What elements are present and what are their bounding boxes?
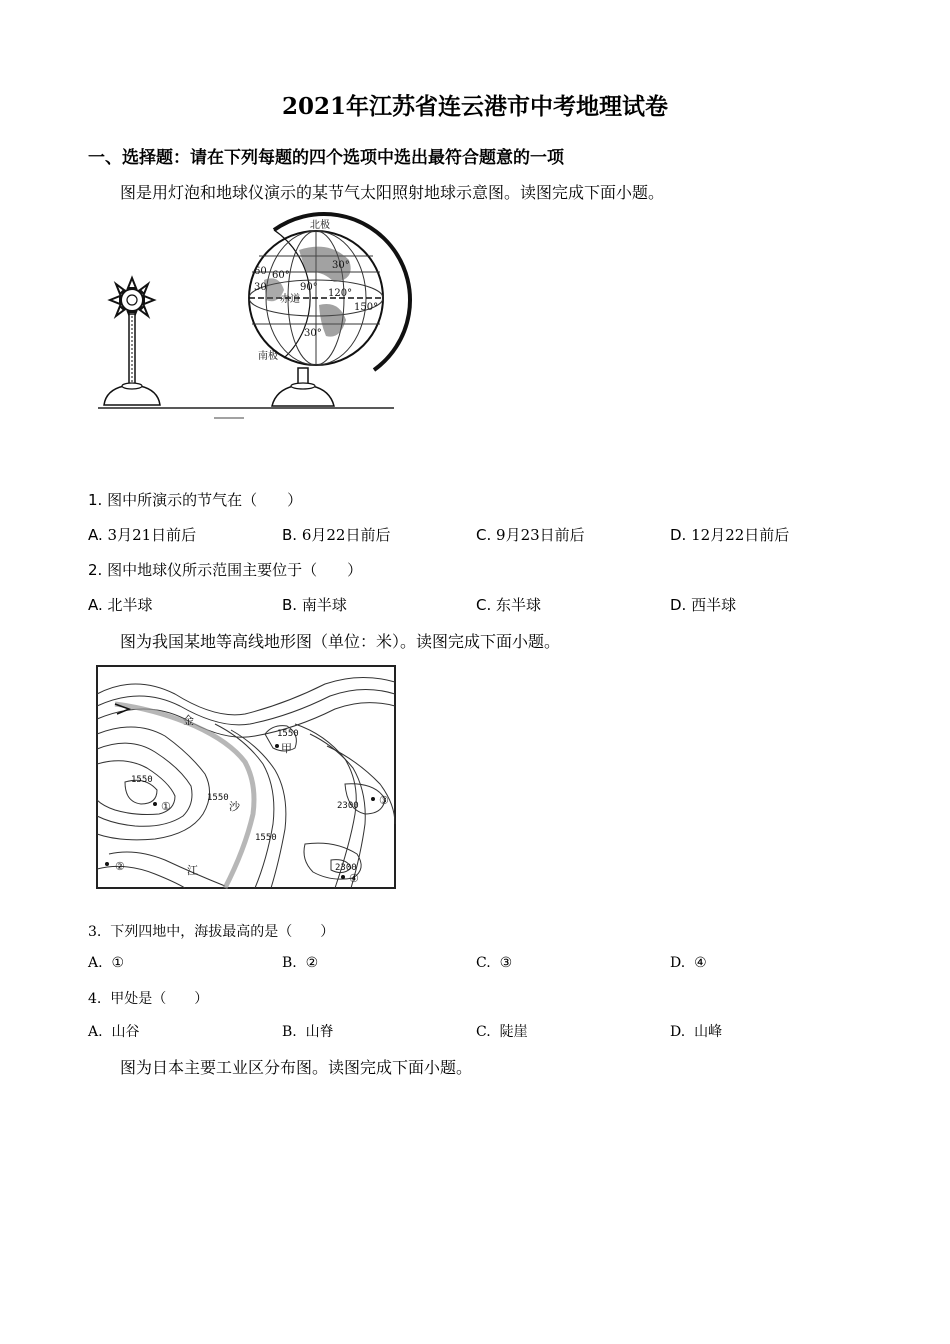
svg-text:60: 60: [254, 266, 267, 277]
q3-option-b[interactable]: B. ②: [282, 955, 319, 971]
q1-option-c[interactable]: C. 9月23日前后: [476, 526, 585, 544]
q3-option-d[interactable]: D. ④: [670, 955, 707, 971]
point-jia-label: 甲: [281, 742, 292, 755]
lamp-sun-icon: [104, 278, 160, 405]
question-4: 4. 甲处是（ ）: [88, 991, 209, 1007]
equator-label: 赤道: [280, 294, 300, 305]
svg-text:150°: 150°: [354, 302, 379, 313]
question-1: 1. 图中所演示的节气在（ ）: [88, 491, 303, 509]
svg-text:60°: 60°: [272, 270, 290, 281]
river-label-2: 沙: [229, 800, 240, 813]
section-heading: 一、选择题：请在下列每题的四个选项中选出最符合题意的一项: [88, 148, 564, 168]
page-title: 2021年江苏省连云港市中考地理试卷: [281, 93, 668, 120]
q2-option-b[interactable]: B. 南半球: [282, 596, 347, 614]
svg-text:30°: 30°: [304, 328, 322, 339]
svg-text:1550: 1550: [131, 775, 153, 785]
globe-lamp-figure: [94, 210, 424, 425]
q2-option-d[interactable]: D. 西半球: [670, 596, 737, 614]
svg-text:2300: 2300: [335, 863, 357, 873]
question-2: 2. 图中地球仪所示范围主要位于（ ）: [88, 561, 363, 579]
q3-option-c[interactable]: C. ③: [476, 955, 513, 971]
svg-text:1550: 1550: [207, 793, 229, 803]
point-3-label: ③: [379, 794, 389, 807]
svg-text:30: 30: [254, 282, 267, 293]
q4-option-b[interactable]: B. 山脊: [282, 1024, 334, 1040]
svg-text:30°: 30°: [332, 260, 350, 271]
globe-icon: [249, 214, 410, 406]
q1-option-b[interactable]: B. 6月22日前后: [282, 526, 391, 544]
q1-option-d[interactable]: D. 12月22日前后: [670, 526, 790, 544]
point-4-label: ④: [349, 872, 359, 885]
svg-text:1550: 1550: [277, 729, 299, 739]
intro-text-1: 图是用灯泡和地球仪演示的某节气太阳照射地球示意图。读图完成下面小题。: [120, 183, 665, 202]
q4-option-d[interactable]: D. 山峰: [670, 1024, 723, 1040]
point-1-label: ①: [161, 800, 171, 813]
point-2-label: ②: [115, 860, 125, 873]
q1-option-a[interactable]: A. 3月21日前后: [88, 526, 197, 544]
north-pole-label: 北极: [310, 220, 330, 231]
q2-option-c[interactable]: C. 东半球: [476, 596, 542, 614]
q4-option-c[interactable]: C. 陡崖: [476, 1024, 528, 1040]
intro-text-2: 图为我国某地等高线地形图（单位：米）。读图完成下面小题。: [120, 632, 561, 651]
q4-option-a[interactable]: A. 山谷: [88, 1024, 140, 1040]
river-label-1: 金: [183, 714, 194, 727]
q3-option-a[interactable]: A. ①: [88, 955, 125, 971]
svg-text:120°: 120°: [328, 288, 353, 299]
contour-map-figure: [95, 664, 399, 892]
q2-option-a[interactable]: A. 北半球: [88, 596, 153, 614]
svg-text:90°: 90°: [300, 282, 318, 293]
south-pole-label: 南极: [258, 351, 278, 362]
river-label-3: 江: [187, 864, 198, 877]
question-3: 3. 下列四地中，海拔最高的是（ ）: [88, 924, 335, 940]
intro-text-3: 图为日本主要工业区分布图。读图完成下面小题。: [120, 1058, 473, 1077]
svg-text:1550: 1550: [255, 833, 277, 843]
svg-text:2300: 2300: [337, 801, 359, 811]
